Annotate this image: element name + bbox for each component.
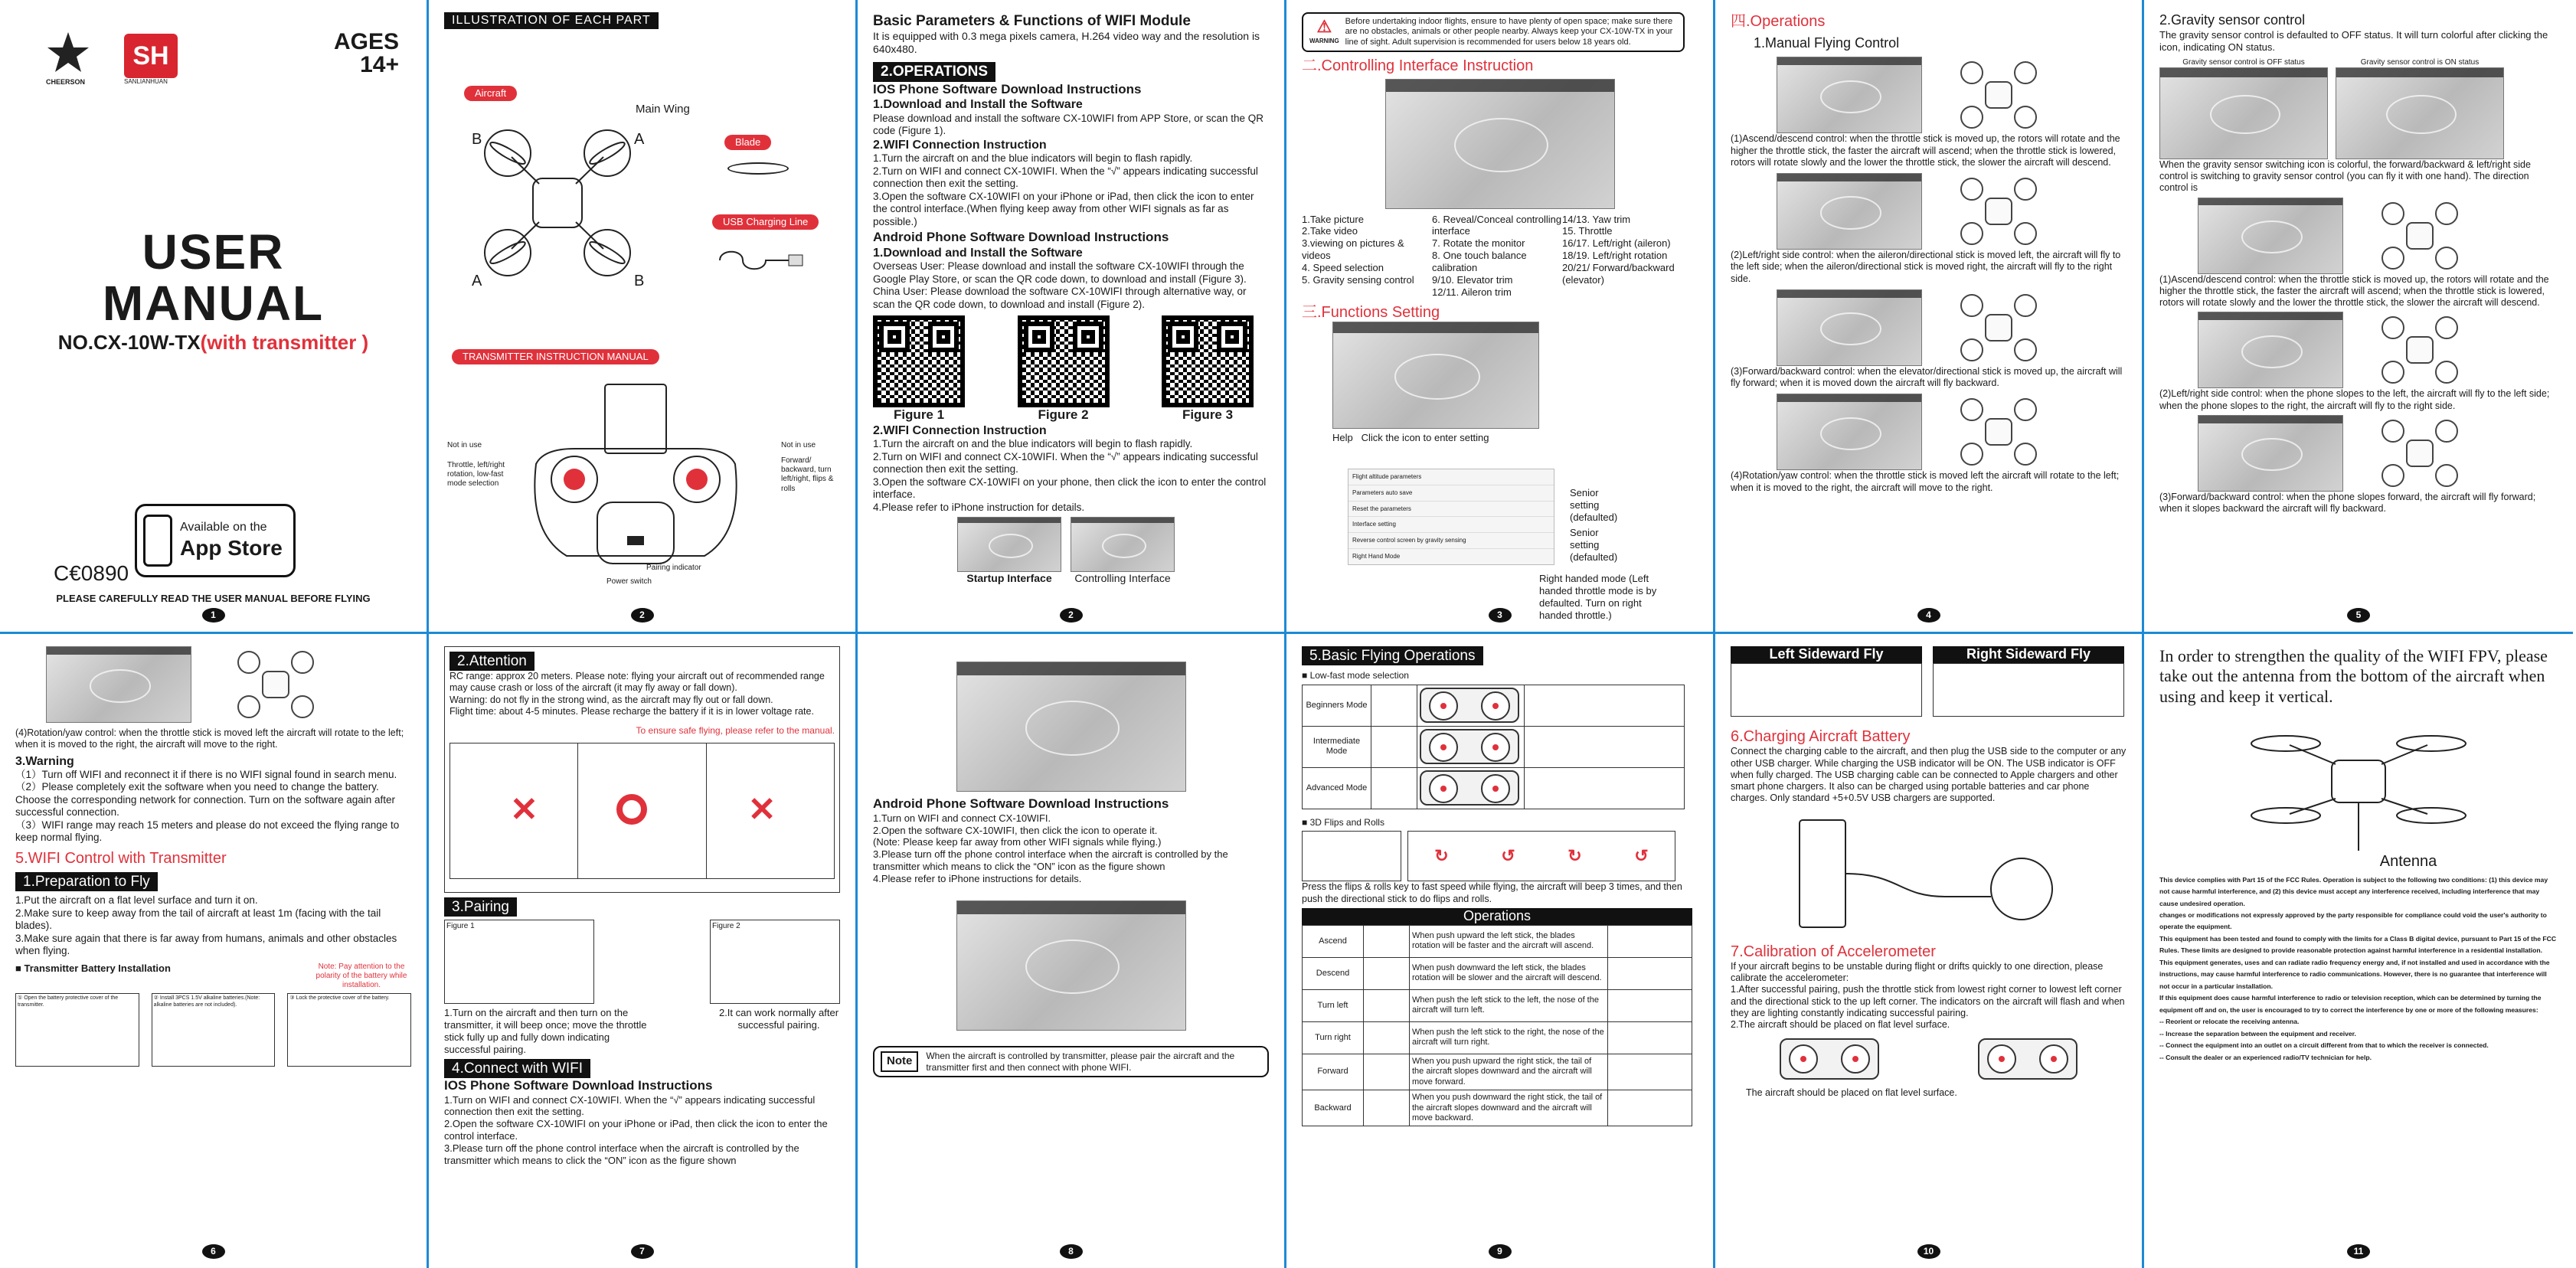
ce-mark: C€0890 [54,561,129,585]
gravity-control-1: (1)Ascend/descend control: when the throttle stick is moved up, the rotors will rotate and the higher the throttle stick, the faster the aircraft will ascend; when the throttle stick is lowered, rotors will rotate slowly and the lower the throttle stick, the slower the aircraft will descend. [2159,273,2549,309]
mode-drone-diagram [1525,685,1685,726]
basic-params-text: It is equipped with 0.3 mega pixels camera, H.264 video way and the resolution is 640x480. [873,30,1260,56]
flips-text: Press the flips & rolls key to fast speed while flying, the aircraft will beep 3 times, and then push the directional stick to do flips and rolls. [1302,881,1682,904]
pairing-figure-2 [710,920,840,1004]
panel-operations [1715,0,2144,634]
legend-item: 2.Take video [1302,225,1358,237]
model-suffix: (with transmitter ) [200,331,369,354]
page-number: 7 [631,1244,654,1259]
op-name: Forward [1303,1054,1364,1090]
page-number: 5 [2347,608,2370,623]
panel-cover [0,0,429,634]
panel-wifi-basics [858,0,1286,634]
legend-item: 7. Rotate the monitor [1432,237,1525,250]
op-desc: When push upward the left stick, the blades rotation will be faster and the aircraft will ascend. [1410,925,1608,957]
flips-drone-diagrams [1407,831,1675,881]
mode-desc [1371,726,1417,767]
attention-box [444,646,840,893]
battery-step-1 [15,993,139,1067]
gravity-drone-1 [2374,198,2466,274]
ok-circle-icon [616,794,647,825]
control-interface-screenshot [1385,79,1615,209]
aircraft-illustration [466,115,649,291]
legend-item: 1.Take picture [1302,213,1364,225]
legend-item: 4. Speed selection [1302,262,1384,274]
op-tx-icon [1608,957,1692,989]
attention-text: RC range: approx 20 meters. Please note: flying your aircraft out of recommended range may cause crash or loss of the aircraft (it may fly away or fall down). Warning: do not fly in the strong wind, as the aircraft may fly out or fall down. Flight time: about 4-5 minutes. Please recharge the battery if it is in lower voltage rate. [449,671,825,717]
gravity-intro: The gravity sensor control is defaulted to OFF status. It will turn colorful after clicking the icon, indicating ON status. [2159,28,2548,53]
senior-setting-1: Senior setting (defaulted) [1570,487,1618,523]
heading-functions-setting: 三.Functions Setting [1302,303,1440,321]
mode-drone-diagram [1525,767,1685,809]
figure-1-label: Figure 1 [893,407,945,423]
op-drone-icon [1364,989,1410,1021]
brand-cheerson: CHEERSON [46,77,86,86]
page-number: 3 [1489,608,1512,623]
op-desc: When you push downward the right stick, the tail of the aircraft slopes downward and the aircraft will move backward. [1410,1090,1608,1126]
label-not-in-use-right: Not in use [781,441,816,449]
operations-table [1302,925,1692,1126]
illustration-obstacle [707,743,834,878]
calibration-text: If your aircraft begins to be unstable during flight or drifts quickly to one direction, please calibrate the accelerometer: 1.After successful pairing, push the throttle stick from lowest right corner to lowest left corner and the directional stick to the up left corner. The indicators on the aircraft will flash and when they are lighting constantly indicating successful pairing. 2.The aircraft should be placed on flat level surface. [1731,960,2125,1031]
manual-control-1: (1)Ascend/descend control: when the throttle stick is moved up, the rotors will rotate and the higher the throttle stick, the faster the aircraft will ascend; when the throttle stick is lowered, rotors will rotate slowly and the lower the throttle stick, the slower the aircraft will descend. [1731,133,2120,168]
op-desc: When you push upward the right stick, the tail of the aircraft slopes downward and the aircraft will move forward. [1410,1054,1608,1090]
battery-note: Note: Pay attention to the polarity of the battery while installation. [315,962,407,990]
label-b-bottom: B [634,273,645,289]
fcc-measure: -- Increase the separation between the equipment and receiver. [2159,1029,2356,1038]
op-tx-icon [1608,1090,1692,1126]
android-wifi-text: 1.Turn the aircraft on and the blue indicators will begin to flash rapidly. 2.Turn on WIFI and connect CX-10WIFI. When the “√” appears indicating successful connection then exit the setting. 3.Open the software CX-10WIFI on your phone, then click the icon to enter the control interface. 4.Please refer to iPhone instruction for details. [873,438,1267,513]
help-label: Help [1332,432,1353,444]
settings-row[interactable]: Reverse control screen by gravity sensing [1348,533,1554,549]
page-number: 2 [1060,608,1083,623]
android-download-text: Overseas User: Please download and install the software CX-10WIFI through the Google Play Store, or scan the QR code down, to download and install (Figure 3). China User: Please download the software CX-10WIFI through alternative way, or scan the QR code down, to download and install (Figure 2). [873,260,1247,310]
antenna-label: Antenna [2379,853,2437,871]
mode-name: Intermediate Mode [1303,726,1371,767]
op-name: Ascend [1303,925,1364,957]
heading-android-transmitter: Android Phone Software Download Instructions [873,796,1169,811]
heading-operations: 2.OPERATIONS [873,62,995,81]
senior-setting-2: Senior setting (defaulted) [1570,527,1618,563]
manual-control-3: (3)Forward/backward control: when the elevator/directional stick is moved up, the aircraft will fly forward; when it is moved down the aircraft will fly backward. [1731,365,2123,389]
label-b-top: B [472,131,482,148]
charging-text: Connect the charging cable to the aircraft, and then plug the USB side to the computer or any other USB charger. While charging the USB indicator will be ON. The USB indicator is OFF when fully charged. The USB charging cable can be connected to Apple chargers and other smart phone chargers. It also can be charged using portable batteries and car phone charges. Only standard +5+0.5V USB chargers are supported. [1731,746,2127,804]
heading-operations-4: 四.Operations [1731,13,1826,30]
usb-cable-icon [712,245,804,276]
battery-step-text: ② Install 3PCS 1.5V alkaline batteries.(Note: alkaline batteries are not included). [153,995,260,1008]
figure-3-label: Figure 3 [1182,407,1234,423]
gravity-control-2: (2)Left/right side control: when the phone slopes to the left, the aircraft will fly to the left side; when the phone slopes to the right, the aircraft will fly to the right side. [2159,388,2550,411]
settings-list [1348,469,1554,565]
settings-row[interactable]: Parameters auto save [1348,485,1554,502]
op-name: Descend [1303,957,1364,989]
pairing-step-2: 2.It can work normally after successful pairing. [718,1007,839,1031]
heading-android: Android Phone Software Download Instructions [873,230,1169,245]
right-sideward-diagram [1933,663,2124,717]
age-label: AGES 14+ [333,29,399,77]
mode-tx-diagram [1417,767,1525,809]
label-power-switch: Power switch [606,577,652,586]
page-number: 1 [202,608,225,623]
read-manual-footer: PLEASE CAREFULLY READ THE USER MANUAL BEFORE FLYING [56,593,371,604]
note-label: Note [881,1051,918,1071]
gravity-drone-3 [2374,415,2466,492]
mode-table [1302,685,1685,809]
gravity-drone-2 [2374,312,2466,388]
page-number: 8 [1060,1244,1083,1259]
mode-name: Beginners Mode [1303,685,1371,726]
mode-desc [1371,685,1417,726]
heading-android-wifi: 2.WIFI Connection Instruction [873,423,1047,437]
heading-charging: 6.Charging Aircraft Battery [1731,727,1911,745]
phone-icon [143,515,172,567]
legend-item: 14/13. Yaw trim [1562,213,1631,225]
gravity-off-photo [2159,67,2328,159]
android-interface-photo-1 [956,662,1186,792]
gravity-photo-1 [2198,198,2343,274]
legend-item: 9/10. Elevator trim [1432,273,1513,286]
appstore-bottom: App Store [180,535,283,560]
op-desc: When push downward the left stick, the blades rotation will be slower and the aircraft will descend. [1410,957,1608,989]
op-drone-icon [1364,957,1410,989]
operations-header: Operations [1302,908,1692,925]
heading-ios-transmitter: IOS Phone Software Download Instructions [444,1077,713,1093]
label-a-top: A [634,131,645,148]
mode-name: Advanced Mode [1303,767,1371,809]
manual-photo-2 [1777,173,1922,250]
heading-gravity: 2.Gravity sensor control [2159,12,2306,28]
cross-icon: ✕ [510,790,538,828]
flip-arrow-icon: ↺ [1634,846,1649,865]
note-box [873,1046,1269,1077]
right-sideward-label: Right Sideward Fly [1933,646,2124,663]
tag-blade: Blade [724,135,771,150]
qr-code-china[interactable] [1018,315,1110,407]
gravity-off-label: Gravity sensor control is OFF status [2182,57,2305,67]
op-name: Turn left [1303,989,1364,1021]
warning-icon: ⚠ [1316,17,1332,36]
rotation-photo [46,646,191,723]
drone-diagram-3 [1953,289,2045,366]
page-number: 9 [1489,1244,1512,1259]
warning-text: Before undertaking indoor flights, ensure to have plenty of open space; make sure there are no obstacles, animals or other people nearby. Always keep your CX-10W-TX in your line of sight. Adult supervision is recommended for users below 18 years old. [1345,17,1673,47]
battery-step-text: ① Open the battery protective cover of the transmitter. [18,995,119,1008]
heading-connect-wifi: 4.Connect with WIFI [444,1059,590,1078]
heading-manual-control: 1.Manual Flying Control [1754,35,1900,51]
manual-photo-3 [1777,289,1922,366]
title-user: USER [142,224,285,279]
label-throttle: Throttle, left/right rotation, low-fast mode selection [447,461,505,489]
heading-calibration: 7.Calibration of Accelerometer [1731,943,1936,960]
flips-tx-diagram [1302,831,1401,881]
heading-basic-flying: 5.Basic Flying Operations [1302,646,1483,665]
heading-basic-params: Basic Parameters & Functions of WIFI Module [873,13,1191,29]
click-icon-label: Click the icon to enter setting [1361,432,1489,444]
heading-control-interface: 二.Controlling Interface Instruction [1302,57,1534,75]
op-tx-icon [1608,1021,1692,1054]
settings-row[interactable]: Right Hand Mode [1352,552,1401,560]
legend-item: 3.viewing on pictures & videos [1302,237,1404,262]
panel-antenna-fcc [2144,634,2573,1268]
gravity-explain: When the gravity sensor switching icon is colorful, the forward/backward & left/right side control is switching to gravity sensor control (you can fly it with one hand). The direction control is [2159,158,2531,194]
flips-heading: ■ 3D Flips and Rolls [1302,816,1384,828]
preparation-text: 1.Put the aircraft on a flat level surface and turn it on. 2.Make sure to keep away from the tail of aircraft at least 1m (facing with the tail blades). 3.Make sure again that there is far away from humans, animals and other obstacles when flying. [15,894,397,957]
control-screenshot [1071,517,1175,572]
control-label: Controlling Interface [1074,572,1171,585]
pairing-fig1-label: Figure 1 [446,922,475,931]
ios-wifi-text: 1.Turn the aircraft on and the blue indicators will begin to flash rapidly. 2.Turn on WIFI and connect CX-10WIFI. When the “√” appears indicating successful connection then exit the setting. 3.Open the software CX-10WIFI on your iPhone or iPad, then click the icon to enter the control interface.(When flying keep away from other WIFI signals as far as possible.) [873,152,1258,227]
settings-row[interactable]: Reset the parameters [1348,502,1554,518]
legend-item: 18/19. Left/right rotation [1562,250,1668,262]
fcc-text-2: changes or modifications not expressly approved by the party responsible for compliance could void the user's authority to operate the equipment. [2159,910,2547,931]
gravity-on-photo [2336,67,2504,159]
op-desc: When push the left stick to the right, the nose of the aircraft will turn right. [1410,1021,1608,1054]
panel-gravity [2144,0,2573,634]
calibration-caption: The aircraft should be placed on flat level surface. [1746,1087,1957,1099]
heading-wifi-transmitter: 5.WIFI Control with Transmitter [15,849,227,867]
op-name: Backward [1303,1090,1364,1126]
qr-code-google-play[interactable] [1162,315,1254,407]
heading-ios-wifi: 2.WIFI Connection Instruction [873,138,1047,152]
legend-item: 12/11. Aileron trim [1432,286,1512,298]
fcc-measure: -- Reorient or relocate the receiving antenna. [2159,1018,2300,1026]
op-name: Turn right [1303,1021,1364,1054]
gravity-control-3: (3)Forward/backward control: when the phone slopes forward, the aircraft will fly forward; when it slopes backward the aircraft will fly backward. [2159,491,2536,515]
warning-box [1302,12,1685,52]
note-text: When the aircraft is controlled by transmitter, please pair the aircraft and the transmitter first and then connect with phone WIFI. [926,1050,1235,1073]
warning-label: WARNING [1309,37,1339,44]
sanlianhuan-logo [124,34,178,86]
mode-desc [1371,767,1417,809]
illustration-ground [578,743,706,878]
op-drone-icon [1364,925,1410,957]
fcc-text-1: This device complies with Part 15 of the FCC Rules. Operation is subject to the following two conditions: (1) this device may not cause harmful interference, and (2) this device must accept any interference received, including interference that may cause undesired operation. [2159,875,2548,907]
rotation-text: (4)Rotation/yaw control: when the throttle stick is moved left the aircraft will rotate to the left; when it is moved to the right, the aircraft will move to the right. [15,727,404,750]
manual-photo-4 [1777,394,1922,470]
op-tx-icon [1608,925,1692,957]
label-a-bottom: A [472,273,482,289]
main-wing-label: Main Wing [636,103,690,116]
antenna-intro: In order to strengthen the quality of the WIFI FPV, please take out the antenna from the bottom of the aircraft when using and keep it vertical. [2159,646,2548,706]
drone-diagram-2 [1953,173,2045,250]
attention-illustrations [449,743,835,879]
settings-row[interactable]: Flight altitude parameters [1348,469,1554,485]
ios-transmitter-text: 1.Turn on WIFI and connect CX-10WIFI. When the “√” appears indicating successful connection then exit the setting. 2.Open the software CX-10WIFI on your iPhone or iPad, then click the icon to enter the control interface. 3.Please turn off the phone control interface when the aircraft is controlled by the transmitter which means to click the “ON” icon as the figure shown [444,1093,828,1166]
legend-item: 20/21/ Forward/backward (elevator) [1562,262,1675,286]
pairing-figure-1 [444,920,594,1004]
heading-warning: 3.Warning [15,754,74,768]
page-number: 10 [1917,1244,1940,1259]
antenna-drone-illustration [2244,714,2473,852]
pairing-fig2-label: Figure 2 [712,922,740,931]
charging-illustration [1731,812,2127,943]
op-tx-icon [1608,989,1692,1021]
appstore-top: Available on the [180,521,267,534]
left-sideward-label: Left Sideward Fly [1731,646,1922,663]
gravity-photo-3 [2198,415,2343,492]
label-not-in-use-left: Not in use [447,441,482,449]
op-drone-icon [1364,1090,1410,1126]
illustration-crowd [450,743,578,878]
rotation-drone [230,646,322,723]
battery-step-2 [152,993,276,1067]
legend-item: 6. Reveal/Conceal controlling interface [1432,213,1562,237]
cheerson-logo [46,31,90,84]
parts-header: ILLUSTRATION OF EACH PART [444,12,659,29]
panel-warning-transmitter [0,634,429,1268]
warning-list: （1）Turn off WIFI and reconnect it if there is no WIFI signal found in search menu. （2）Please completely exit the software when you need to change the battery. Choose the corresponding network for connection. Turn on the software again after successful connection. （3）WIFI range may reach 15 meters and please do not exceed the flying range to keep normal flying. [15,769,400,844]
calibration-diagrams [1731,1038,2127,1084]
right-hand-mode-note: Right handed mode (Left handed throttle mode is by defaulted. Turn on right handed throttle.) [1539,573,1657,621]
safe-flying-note: To ensure safe flying, please refer to the manual. [636,725,835,737]
settings-screenshot [1332,322,1539,429]
fcc-text-4: If this equipment does cause harmful interference to radio or television reception, which can be determined by turning the equipment off and on, the user is encouraged to try to correct the interference by one or more of the following measures: [2159,994,2542,1014]
mode-tx-diagram [1417,726,1525,767]
heading-attention: 2.Attention [449,652,534,671]
mode-tx-diagram [1417,685,1525,726]
heading-pairing: 3.Pairing [444,897,517,917]
tag-transmitter: TRANSMITTER INSTRUCTION MANUAL [452,349,659,364]
mode-drone-diagram [1525,726,1685,767]
title-manual: MANUAL [102,276,325,332]
panel-interface [1286,0,1715,634]
android-interface-photo-2 [956,900,1186,1031]
battery-step-3 [287,993,411,1067]
settings-row[interactable]: Interface setting [1348,517,1554,533]
heading-ios-download: 1.Download and Install the Software [873,98,1083,112]
low-fast-heading: ■ Low-fast mode selection [1302,670,1409,681]
gravity-on-label: Gravity sensor control is ON status [2360,57,2480,67]
manual-photo-1 [1777,57,1922,133]
figure-2-label: Figure 2 [1038,407,1089,423]
legend-item: 5. Gravity sensing control [1302,273,1414,286]
panel-basic-flying [1286,634,1715,1268]
page-number: 6 [202,1244,225,1259]
label-forward: Forward/ backward, turn left/right, flips & rolls [781,456,834,493]
drone-diagram-1 [1953,57,2045,133]
tag-aircraft: Aircraft [464,86,517,101]
legend-item: 16/17. Left/right (aileron) [1562,237,1671,250]
panel-android-transmitter [858,634,1286,1268]
model-number: NO.CX-10W-TX [57,331,201,354]
interface-legend [1302,214,1698,299]
op-tx-icon [1608,1054,1692,1090]
heading-ios: IOS Phone Software Download Instructions [873,81,1142,96]
transmitter-illustration [521,380,750,579]
app-store-badge[interactable] [135,504,296,577]
heading-preparation: 1.Preparation to Fly [15,872,158,891]
gravity-photo-2 [2198,312,2343,388]
fcc-measure: -- Connect the equipment into an outlet on a circuit different from that to which the receiver is connected. [2159,1041,2489,1050]
startup-screenshot [957,517,1061,572]
label-pairing-indicator: Pairing indicator [646,564,701,572]
tag-usb: USB Charging Line [712,214,819,230]
fcc-measure: -- Consult the dealer or an experienced radio/TV technician for help. [2159,1053,2372,1061]
legend-item: 8. One touch balance calibration [1432,250,1527,274]
flip-arrow-icon: ↻ [1434,846,1449,865]
legend-item: 15. Throttle [1562,225,1613,237]
flip-arrow-icon: ↻ [1568,846,1582,865]
pairing-step-1: 1.Turn on the aircraft and then turn on the transmitter, it will beep once; move the throttle stick fully up and fully down indicating successful pairing. [444,1007,647,1055]
panel-charging [1715,634,2144,1268]
brand-sanlianhuan: SANLIANHUAN [124,78,168,85]
op-drone-icon [1364,1021,1410,1054]
battery-step-text: ③ Lock the protective cover of the battery. [289,995,390,1002]
page-number: 2 [631,608,654,623]
panel-parts [429,0,858,634]
drone-diagram-4 [1953,394,2045,470]
manual-control-2: (2)Left/right side control: when the aileron/directional stick is moved left, the aircraft will fly to the left side; when the aileron/directional stick is moved right, the aircraft will fly to the right side. [1731,250,2121,284]
heading-android-download: 1.Download and Install the Software [873,246,1083,260]
startup-label: Startup Interface [966,572,1052,585]
op-drone-icon [1364,1054,1410,1090]
manual-control-4: (4)Rotation/yaw control: when the throttle stick is moved left the aircraft will rotate to the left; when it is moved to the right, the aircraft will move to the right. [1731,470,2120,493]
fcc-text-3: This equipment has been tested and found to comply with the limits for a Class B digital device, pursuant to Part 15 of the FCC Rules. These limits are designed to provide reasonable protection against harmful interference in a residential installation. This equipment generates, uses and can radiate radio frequency energy and, if not installed and used in accordance with the instructions, may cause harmful interference to radio communications. However, there is no guarantee that interference will not occur in a particular installation. [2159,934,2557,990]
cross-icon: ✕ [747,790,776,828]
left-sideward-diagram [1731,663,1922,717]
blade-icon [727,162,789,175]
android-transmitter-text: 1.Turn on WIFI and connect CX-10WIFI. 2.Open the software CX-10WIFI, then click the icon to operate it. (Note: Please keep far away from other WIFI signals while flying.) 3.Please turn off the phone control interface when the aircraft is controlled by the transmitter which means to click the “ON” icon as the figure shown 4.Please refer to iPhone instructions for details. [873,812,1228,885]
qr-code-ios[interactable] [873,315,965,407]
page-number: 4 [1917,608,1940,623]
battery-heading: ■ Transmitter Battery Installation [15,962,171,974]
flip-arrow-icon: ↺ [1501,846,1515,865]
panel-attention [429,634,858,1268]
ios-download-text: Please download and install the software CX-10WIFI from APP Store, or scan the QR code (Figure 1). [873,112,1263,137]
sh-logo-icon: SH [124,34,178,78]
page-number: 11 [2347,1244,2370,1259]
op-desc: When push the left stick to the left, the nose of the aircraft will turn left. [1410,989,1608,1021]
